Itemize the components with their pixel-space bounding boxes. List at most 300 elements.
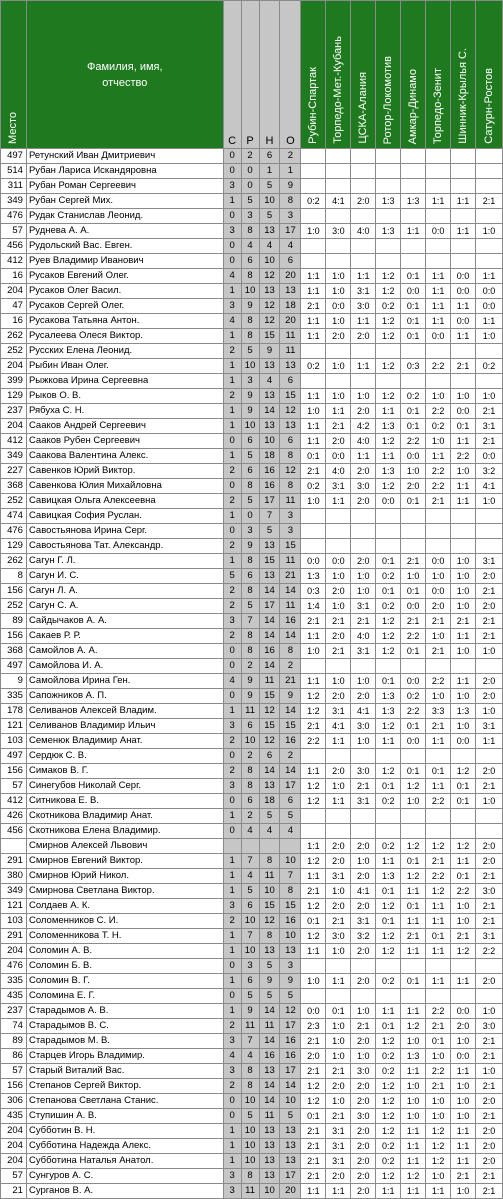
- score-cell: 1:1: [351, 449, 376, 464]
- score-cell: [475, 524, 502, 539]
- score-cell: 2:0: [301, 1049, 326, 1064]
- stat-cell: 10: [241, 1139, 259, 1154]
- stat-cell: 20: [280, 1184, 301, 1199]
- name-cell: Руев Владимир Иванович: [26, 254, 223, 269]
- table-row: [1, 464, 503, 479]
- score-cell: 1:2: [426, 1139, 451, 1154]
- score-cell: 1:1: [451, 1139, 476, 1154]
- place-cell: 252: [1, 494, 27, 509]
- stat-cell: 4: [280, 824, 301, 839]
- score-cell: 1:0: [475, 494, 502, 509]
- score-cell: 1:3: [376, 194, 401, 209]
- stat-cell: 11: [259, 869, 280, 884]
- score-cell: 3:0: [326, 224, 351, 239]
- score-cell: [326, 164, 351, 179]
- stat-cell: 8: [241, 329, 259, 344]
- score-cell: 1:0: [351, 854, 376, 869]
- score-cell: 2:2: [451, 449, 476, 464]
- score-cell: 0:2: [401, 689, 426, 704]
- table-row: [1, 434, 503, 449]
- score-cell: [451, 659, 476, 674]
- name-cell: Русаков Евгений Олег.: [26, 269, 223, 284]
- score-cell: [326, 524, 351, 539]
- stat-cell: 11: [280, 329, 301, 344]
- score-cell: 1:0: [401, 464, 426, 479]
- score-cell: 1:1: [301, 269, 326, 284]
- score-cell: 1:2: [426, 839, 451, 854]
- score-cell: 0:1: [401, 899, 426, 914]
- table-row: [1, 1004, 503, 1019]
- score-cell: 1:0: [426, 434, 451, 449]
- score-cell: 0:2: [301, 194, 326, 209]
- place-cell: 262: [1, 554, 27, 569]
- score-cell: 0:0: [451, 404, 476, 419]
- table-row: [1, 974, 503, 989]
- score-cell: 0:1: [301, 1109, 326, 1124]
- place-cell: 252: [1, 344, 27, 359]
- score-cell: 2:0: [351, 1169, 376, 1184]
- score-cell: 1:1: [451, 1064, 476, 1079]
- stat-cell: 9: [259, 344, 280, 359]
- place-cell: 204: [1, 1124, 27, 1139]
- score-cell: 1:1: [451, 434, 476, 449]
- stat-cell: 15: [280, 389, 301, 404]
- name-cell: Старый Виталий Вас.: [26, 1064, 223, 1079]
- table-row: [1, 1049, 503, 1064]
- score-cell: [475, 164, 502, 179]
- score-cell: [326, 239, 351, 254]
- name-cell: Савенкова Юлия Михайловна: [26, 479, 223, 494]
- stat-cell: 15: [259, 329, 280, 344]
- score-cell: 1:0: [475, 389, 502, 404]
- score-cell: 1:1: [301, 419, 326, 434]
- stat-cell: 3: [280, 509, 301, 524]
- place-cell: 57: [1, 224, 27, 239]
- score-cell: 2:2: [426, 464, 451, 479]
- score-cell: [376, 524, 401, 539]
- table-row: [1, 719, 503, 734]
- score-cell: 1:0: [451, 644, 476, 659]
- stat-cell: 14: [259, 1034, 280, 1049]
- score-cell: [451, 344, 476, 359]
- stat-cell: 1: [280, 164, 301, 179]
- place-cell: 335: [1, 689, 27, 704]
- score-cell: 1:0: [426, 1169, 451, 1184]
- score-cell: 1:2: [376, 1124, 401, 1139]
- score-cell: 2:1: [451, 359, 476, 374]
- score-cell: 0:1: [326, 1004, 351, 1019]
- score-cell: 2:1: [301, 1124, 326, 1139]
- score-cell: 1:1: [401, 1139, 426, 1154]
- score-cell: 0:0: [401, 734, 426, 749]
- score-cell: 2:0: [351, 974, 376, 989]
- score-cell: [401, 539, 426, 554]
- score-cell: [301, 374, 326, 389]
- stat-cell: 3: [223, 1169, 241, 1184]
- score-cell: 3:1: [326, 1139, 351, 1154]
- score-cell: 0:2: [376, 1064, 401, 1079]
- score-cell: 1:3: [376, 689, 401, 704]
- score-cell: [301, 539, 326, 554]
- stat-cell: 0: [223, 689, 241, 704]
- score-cell: 1:0: [451, 899, 476, 914]
- score-cell: [475, 374, 502, 389]
- score-cell: [451, 524, 476, 539]
- score-cell: [376, 209, 401, 224]
- name-cell: Самойлов А. А.: [26, 644, 223, 659]
- stat-cell: 4: [259, 824, 280, 839]
- score-cell: 2:0: [351, 194, 376, 209]
- score-cell: 0:0: [475, 449, 502, 464]
- score-cell: [451, 824, 476, 839]
- table-row: [1, 329, 503, 344]
- score-cell: 3:0: [351, 719, 376, 734]
- score-cell: 2:2: [475, 944, 502, 959]
- stat-cell: 6: [241, 974, 259, 989]
- score-cell: 2:0: [475, 854, 502, 869]
- score-cell: [351, 989, 376, 1004]
- stat-cell: 6: [259, 149, 280, 164]
- score-cell: 1:0: [301, 224, 326, 239]
- table-row: [1, 164, 503, 179]
- table-row: [1, 239, 503, 254]
- header-stat-wins: С: [223, 1, 241, 149]
- stat-cell: 10: [241, 1094, 259, 1109]
- place-cell: 306: [1, 1094, 27, 1109]
- stat-cell: 4: [241, 1049, 259, 1064]
- stat-cell: 13: [259, 569, 280, 584]
- header-match: Ротор-Локомотив: [376, 1, 401, 149]
- stat-cell: 6: [241, 254, 259, 269]
- score-cell: [351, 659, 376, 674]
- score-cell: 1:1: [301, 329, 326, 344]
- score-cell: 0:0: [426, 224, 451, 239]
- score-cell: 0:2: [376, 299, 401, 314]
- stat-cell: 14: [259, 584, 280, 599]
- table-row: [1, 1154, 503, 1169]
- name-cell: Русаков Олег Васил.: [26, 284, 223, 299]
- table-row: [1, 1109, 503, 1124]
- stat-cell: 17: [259, 494, 280, 509]
- score-cell: 1:1: [475, 269, 502, 284]
- table-row: [1, 149, 503, 164]
- header-row: [1, 1, 503, 149]
- stat-cell: 4: [223, 674, 241, 689]
- score-cell: 2:1: [451, 1169, 476, 1184]
- stat-cell: 7: [280, 869, 301, 884]
- score-cell: 2:0: [475, 1124, 502, 1139]
- score-cell: 2:0: [351, 869, 376, 884]
- stat-cell: 1: [223, 329, 241, 344]
- score-cell: 1:2: [426, 884, 451, 899]
- score-cell: 1:2: [451, 944, 476, 959]
- table-row: [1, 554, 503, 569]
- score-cell: 1:1: [301, 389, 326, 404]
- score-cell: 1:0: [451, 599, 476, 614]
- score-cell: 2:2: [401, 629, 426, 644]
- score-cell: 4:1: [351, 704, 376, 719]
- score-cell: 1:0: [401, 1109, 426, 1124]
- score-cell: [426, 209, 451, 224]
- score-cell: 1:0: [426, 1094, 451, 1109]
- score-cell: [351, 524, 376, 539]
- stat-cell: 10: [241, 914, 259, 929]
- score-cell: [376, 254, 401, 269]
- score-cell: 3:1: [475, 929, 502, 944]
- score-cell: 1:0: [326, 944, 351, 959]
- score-cell: 0:0: [301, 1004, 326, 1019]
- stat-cell: 0: [223, 164, 241, 179]
- stat-cell: 1: [223, 194, 241, 209]
- score-cell: 1:0: [326, 569, 351, 584]
- table-row: [1, 1124, 503, 1139]
- stat-cell: 2: [223, 1079, 241, 1094]
- name-cell: Савостьянова Ирина Серг.: [26, 524, 223, 539]
- score-cell: 2:1: [301, 884, 326, 899]
- stat-cell: 0: [223, 524, 241, 539]
- stat-cell: [223, 839, 241, 854]
- score-cell: 1:1: [401, 224, 426, 239]
- score-cell: 1:2: [376, 899, 401, 914]
- score-cell: 1:0: [401, 569, 426, 584]
- stat-cell: 10: [241, 419, 259, 434]
- stat-cell: 13: [259, 1169, 280, 1184]
- score-cell: 1:1: [426, 779, 451, 794]
- stat-cell: 10: [259, 254, 280, 269]
- stat-cell: 2: [280, 749, 301, 764]
- stat-cell: 4: [241, 239, 259, 254]
- table-row: [1, 179, 503, 194]
- stat-cell: 16: [280, 1049, 301, 1064]
- name-cell: Ступишин А. В.: [26, 1109, 223, 1124]
- table-row: [1, 659, 503, 674]
- score-cell: 0:1: [376, 674, 401, 689]
- score-cell: [475, 824, 502, 839]
- score-cell: 1:2: [301, 899, 326, 914]
- stat-cell: 14: [259, 629, 280, 644]
- score-cell: 1:1: [326, 494, 351, 509]
- score-cell: 1:1: [301, 944, 326, 959]
- score-cell: 2:1: [301, 464, 326, 479]
- score-cell: 2:1: [475, 404, 502, 419]
- stat-cell: 3: [241, 524, 259, 539]
- score-cell: 1:0: [351, 569, 376, 584]
- score-cell: [451, 149, 476, 164]
- score-cell: 2:0: [326, 629, 351, 644]
- name-cell: Солдаев А. К.: [26, 899, 223, 914]
- score-cell: 1:1: [376, 854, 401, 869]
- score-cell: 0:1: [376, 884, 401, 899]
- score-cell: 1:3: [376, 869, 401, 884]
- score-cell: 0:2: [301, 479, 326, 494]
- score-cell: [301, 209, 326, 224]
- place-cell: 103: [1, 914, 27, 929]
- score-cell: [451, 254, 476, 269]
- stat-cell: 6: [241, 719, 259, 734]
- name-cell: Русакова Татьяна Антон.: [26, 314, 223, 329]
- place-cell: 412: [1, 254, 27, 269]
- header-stat-points: О: [280, 1, 301, 149]
- score-cell: [376, 239, 401, 254]
- score-cell: 2:0: [351, 554, 376, 569]
- score-cell: 0:1: [376, 584, 401, 599]
- stat-cell: 13: [259, 1124, 280, 1139]
- score-cell: 3:0: [351, 764, 376, 779]
- score-cell: [451, 809, 476, 824]
- stat-cell: 5: [259, 809, 280, 824]
- name-cell: Старадымов А. В.: [26, 1004, 223, 1019]
- table-row: [1, 449, 503, 464]
- name-cell: Рудольский Вас. Евген.: [26, 239, 223, 254]
- score-cell: 1:0: [301, 644, 326, 659]
- stat-cell: 15: [259, 554, 280, 569]
- score-cell: 0:2: [376, 599, 401, 614]
- stat-cell: 17: [280, 1019, 301, 1034]
- place-cell: 89: [1, 614, 27, 629]
- stat-cell: 14: [259, 614, 280, 629]
- score-cell: 4:0: [351, 224, 376, 239]
- stat-cell: 14: [259, 1004, 280, 1019]
- place-cell: 156: [1, 629, 27, 644]
- table-row: [1, 839, 503, 854]
- score-cell: 1:1: [475, 314, 502, 329]
- score-cell: [401, 374, 426, 389]
- table-row: [1, 764, 503, 779]
- score-cell: 4:1: [475, 479, 502, 494]
- place-cell: 349: [1, 884, 27, 899]
- table-row: [1, 584, 503, 599]
- score-cell: 2:1: [301, 1064, 326, 1079]
- score-cell: 0:1: [376, 914, 401, 929]
- score-cell: [401, 524, 426, 539]
- score-cell: 2:1: [475, 1184, 502, 1199]
- score-cell: 0:2: [376, 1139, 401, 1154]
- score-cell: 2:1: [426, 719, 451, 734]
- score-cell: [326, 374, 351, 389]
- table-row: [1, 884, 503, 899]
- score-cell: 2:2: [401, 434, 426, 449]
- score-cell: 1:0: [451, 389, 476, 404]
- score-cell: 1:2: [376, 719, 401, 734]
- score-cell: [426, 959, 451, 974]
- stat-cell: 17: [280, 224, 301, 239]
- stat-cell: 13: [259, 944, 280, 959]
- stat-cell: 2: [223, 344, 241, 359]
- table-row: [1, 1139, 503, 1154]
- stat-cell: 1: [223, 854, 241, 869]
- score-cell: 2:1: [475, 584, 502, 599]
- score-cell: 0:1: [426, 764, 451, 779]
- score-cell: 2:0: [351, 464, 376, 479]
- score-cell: 3:0: [475, 1019, 502, 1034]
- score-cell: 2:1: [301, 1169, 326, 1184]
- score-cell: [376, 749, 401, 764]
- score-cell: 1:1: [326, 974, 351, 989]
- score-cell: [301, 344, 326, 359]
- stat-cell: 9: [241, 674, 259, 689]
- table-row: [1, 299, 503, 314]
- score-cell: 2:0: [351, 899, 376, 914]
- header-match: Амкар-Динамо: [401, 1, 426, 149]
- header-stat-exact: Р: [241, 1, 259, 149]
- stat-cell: 16: [259, 464, 280, 479]
- name-cell: Ретунский Иван Дмитриевич: [26, 149, 223, 164]
- score-cell: 1:2: [376, 644, 401, 659]
- score-cell: [301, 164, 326, 179]
- score-cell: 0:1: [401, 269, 426, 284]
- stat-cell: 5: [241, 494, 259, 509]
- stat-cell: 7: [241, 1034, 259, 1049]
- score-cell: 0:2: [301, 359, 326, 374]
- score-cell: 2:0: [475, 674, 502, 689]
- stat-cell: 13: [259, 224, 280, 239]
- score-cell: 0:2: [376, 1154, 401, 1169]
- stat-cell: 10: [259, 1184, 280, 1199]
- stat-cell: 11: [241, 1019, 259, 1034]
- score-cell: 2:1: [426, 854, 451, 869]
- score-cell: 1:3: [376, 464, 401, 479]
- stat-cell: 9: [241, 389, 259, 404]
- stat-cell: 0: [223, 794, 241, 809]
- stat-cell: 3: [223, 719, 241, 734]
- stat-cell: 11: [280, 494, 301, 509]
- score-cell: 1:0: [475, 329, 502, 344]
- table-row: [1, 1094, 503, 1109]
- stat-cell: 8: [241, 314, 259, 329]
- name-cell: Синегубов Николай Серг.: [26, 779, 223, 794]
- table-row: [1, 1019, 503, 1034]
- score-cell: 3:1: [326, 479, 351, 494]
- score-cell: [301, 149, 326, 164]
- place-cell: 349: [1, 194, 27, 209]
- score-cell: 3:1: [351, 794, 376, 809]
- score-cell: 2:1: [475, 1169, 502, 1184]
- stat-cell: 14: [259, 404, 280, 419]
- stat-cell: 17: [259, 599, 280, 614]
- score-cell: [351, 374, 376, 389]
- score-cell: 2:1: [326, 914, 351, 929]
- name-cell: Сурганов В. А.: [26, 1184, 223, 1199]
- stat-cell: 4: [259, 374, 280, 389]
- score-cell: 1:1: [376, 1004, 401, 1019]
- name-cell: Савостьянова Тат. Александр.: [26, 539, 223, 554]
- score-cell: [426, 539, 451, 554]
- score-cell: [326, 959, 351, 974]
- score-cell: [451, 164, 476, 179]
- stat-cell: 2: [223, 734, 241, 749]
- score-cell: [301, 179, 326, 194]
- stat-cell: 1: [223, 449, 241, 464]
- score-cell: 1:0: [351, 1004, 376, 1019]
- stat-cell: 10: [241, 734, 259, 749]
- score-cell: 0:1: [376, 779, 401, 794]
- score-cell: 0:1: [401, 854, 426, 869]
- stat-cell: [280, 839, 301, 854]
- score-cell: 2:1: [351, 779, 376, 794]
- score-cell: 3:2: [351, 929, 376, 944]
- score-cell: 1:1: [451, 479, 476, 494]
- score-cell: 1:1: [301, 284, 326, 299]
- score-cell: 2:0: [351, 1079, 376, 1094]
- score-cell: [351, 809, 376, 824]
- score-cell: 0:0: [451, 314, 476, 329]
- stat-cell: 14: [259, 1079, 280, 1094]
- score-cell: 3:1: [351, 284, 376, 299]
- stat-cell: 0: [241, 509, 259, 524]
- score-cell: 0:1: [401, 419, 426, 434]
- stat-cell: 3: [241, 959, 259, 974]
- place-cell: 497: [1, 659, 27, 674]
